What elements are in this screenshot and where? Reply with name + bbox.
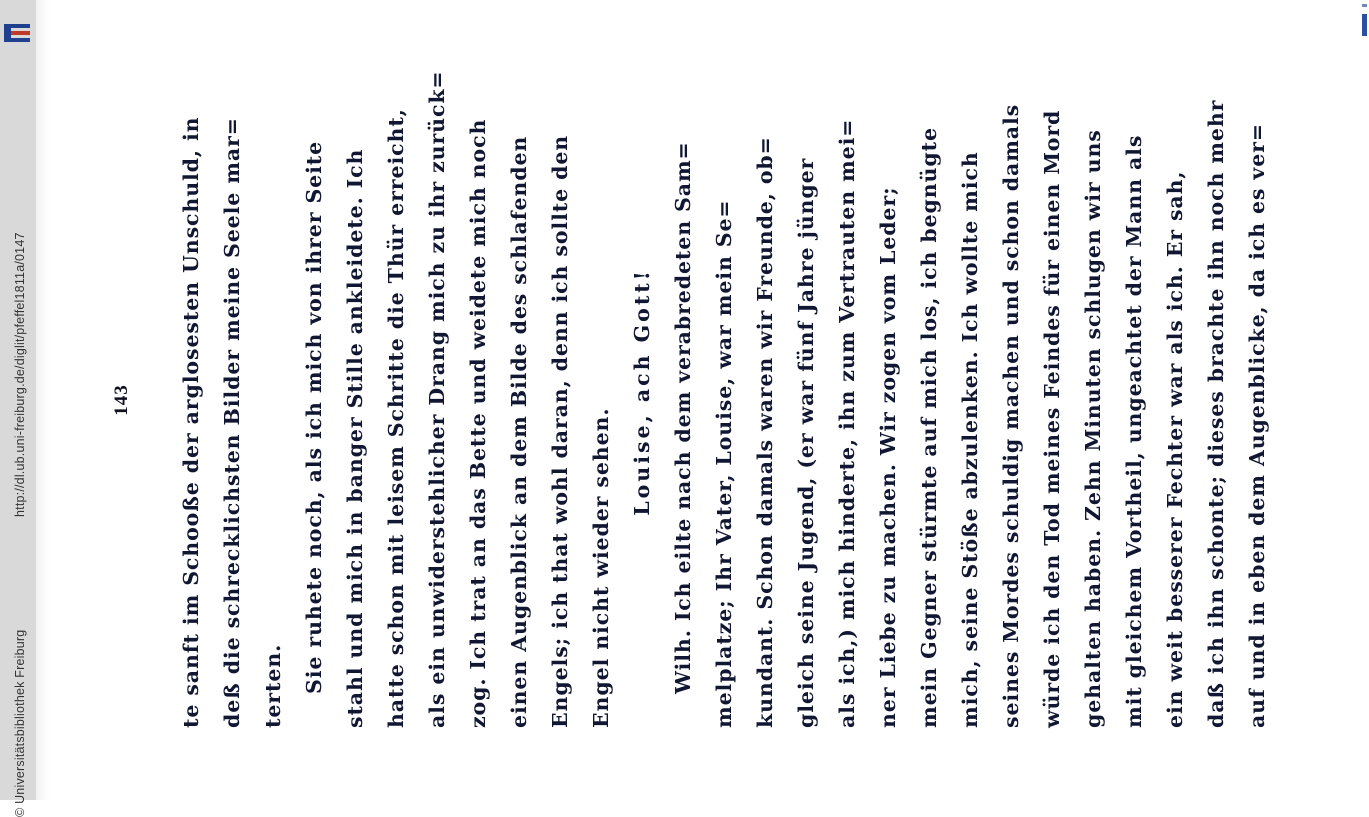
text-line: ner Liebe zu machen. Wir zogen vom Leder; <box>875 186 900 728</box>
viewer-sidebar <box>0 0 37 817</box>
text-line: Sie ruhete noch, als ich mich von ihrer Seite <box>301 140 326 694</box>
scanned-page <box>36 0 1353 800</box>
text-line: Engel nicht wieder sehen. <box>588 407 613 728</box>
text-line: auf und in eben dem Augenblicke, da ich es ver= <box>1244 123 1269 728</box>
text-line: als ich,) mich hinderte, ihn zum Vertrauten mei= <box>834 118 859 728</box>
page-number: 143 <box>110 384 132 416</box>
scrollbar-tick <box>1362 4 1367 7</box>
text-line: melplatze; Ihr Vater, Louise, war mein Se= <box>711 199 736 728</box>
text-line: Engels; ich that wohl daran, denn ich sollte den <box>547 134 572 728</box>
text-line: deß die schrecklichsten Bilder meine Seele mar= <box>219 117 244 728</box>
text-line: Wilh. Ich eilte nach dem verabredeten Sam= <box>670 141 695 694</box>
text-line: gleich seine Jugend, (er war fünf Jahre jünger <box>793 157 818 728</box>
text-line: Louise, ach Gott! <box>629 268 654 516</box>
text-line: ein weit besserer Fechter war als ich. Er sah, <box>1162 170 1187 728</box>
page-text-block <box>171 56 1278 728</box>
library-logo-icon <box>4 24 32 46</box>
text-line: te sanft im Schooße der arglosesten Unschuld, in <box>178 116 203 728</box>
text-line: mich, seine Stöße abzulenken. Ich wollte mich <box>957 151 982 728</box>
text-line: terten. <box>260 643 285 728</box>
text-line: zog. Ich trat an das Bette und weidete mich noch <box>465 118 490 728</box>
page-rotation-wrapper <box>105 20 1285 780</box>
copyright-label: © Universitätsbibliothek Freiburg <box>13 629 27 817</box>
text-line: stahl und mich in banger Stille ankleidete. Ich <box>342 148 367 728</box>
text-line: gehalten haben. Zehn Minuten schlugen wir uns <box>1080 129 1105 728</box>
text-line: kundant. Schon damals waren wir Freunde, ob= <box>752 136 777 728</box>
text-line: hatte schon mit leisem Schritte die Thür erreicht, <box>383 108 408 728</box>
vertical-scrollbar[interactable] <box>1353 0 1369 800</box>
text-line: mit gleichem Vortheil, ungeachtet der Mann als <box>1121 134 1146 728</box>
text-line: mein Gegner stürmte auf mich los, ich begnügte <box>916 127 941 728</box>
text-line: als ein unwiderstehlicher Drang mich zu ihr zurück= <box>424 70 449 728</box>
text-line: einen Augenblick an dem Bilde des schlafenden <box>506 135 531 728</box>
text-line: seines Mordes schuldig machen und schon damals <box>998 103 1023 728</box>
text-line: daß ich ihn schonte; dieses brachte ihn noch mehr <box>1203 99 1228 728</box>
source-url-label[interactable]: http://dl.ub.uni-freiburg.de/diglit/pfeffel1811a/0147 <box>13 232 27 517</box>
scrollbar-thumb[interactable] <box>1362 14 1367 36</box>
text-line: würde ich den Tod meines Feindes für einen Mord <box>1039 109 1064 728</box>
